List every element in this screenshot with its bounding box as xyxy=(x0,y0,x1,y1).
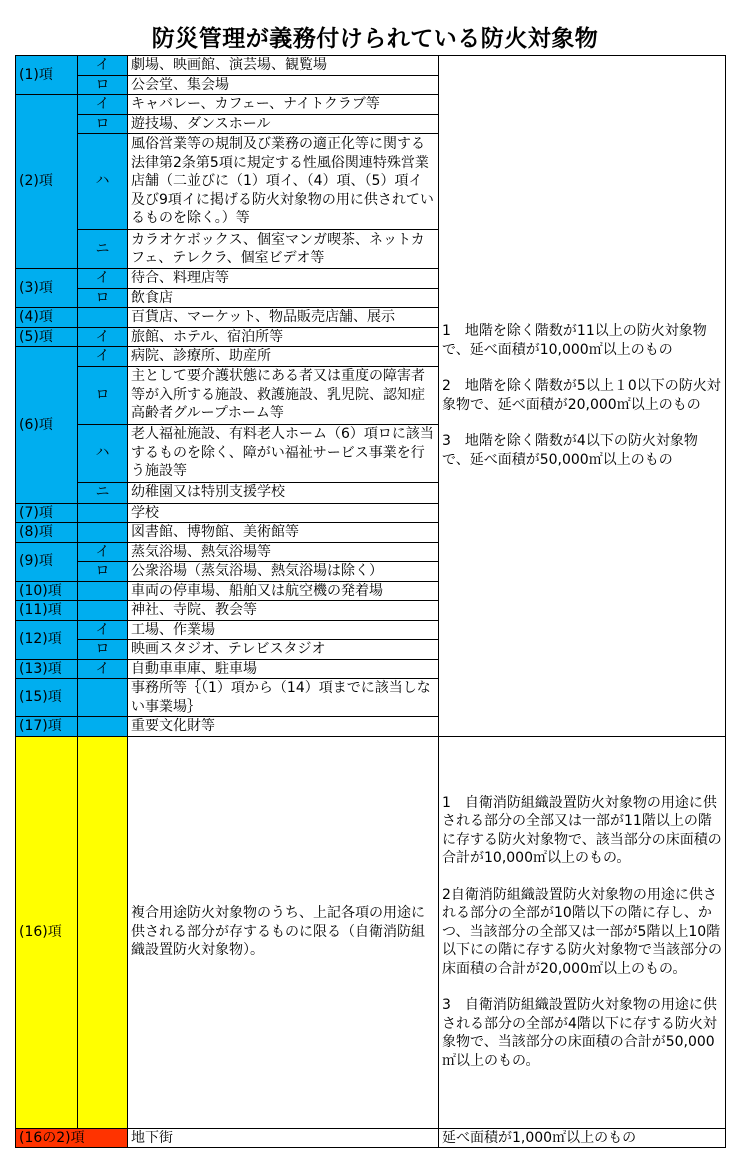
criteria-cell-general xyxy=(439,56,726,737)
criteria-item: 3 自衛消防組織設置防火対象物の用途に供される部分の全部が4階以下に存する防火対象物で、当該部分の床面積の合計が50,000㎡以上のもの。 xyxy=(442,997,717,1069)
description-cell: 待合、料理店等 xyxy=(128,269,439,289)
subcategory-cell xyxy=(78,503,128,523)
subcategory-cell: イ xyxy=(78,269,128,289)
subcategory-cell: イ xyxy=(78,347,128,367)
description-cell: 遊技場、ダンスホール xyxy=(128,114,439,134)
subcategory-cell: ロ xyxy=(78,288,128,308)
subcategory-cell: イ xyxy=(78,620,128,640)
description-cell: 重要文化財等 xyxy=(128,717,439,737)
subcategory-cell: イ xyxy=(78,56,128,76)
description-cell: 公衆浴場（蒸気浴場、熱気浴場は除く） xyxy=(128,562,439,582)
subcategory-cell: ロ xyxy=(78,562,128,582)
description-cell: 図書館、博物館、美術館等 xyxy=(128,523,439,543)
description-cell: 幼稚園又は特別支援学校 xyxy=(128,482,439,503)
subcategory-cell xyxy=(78,679,128,717)
subcategory-cell: イ xyxy=(78,659,128,679)
category-cell: (15)項 xyxy=(16,679,78,717)
category-cell: (11)項 xyxy=(16,601,78,621)
category-cell: (16の2)項 xyxy=(16,1128,128,1148)
description-cell: 車両の停車場、船舶又は航空機の発着場 xyxy=(128,581,439,601)
subcategory-cell xyxy=(78,308,128,328)
description-cell: 風俗営業等の規制及び業務の適正化等に関する法律第2条第5項に規定する性風俗関連特殊営業店舗（二並びに（1）項イ、（4）項、（5）項イ及び9項イに掲げる防火対象物の用に供されているものを除く。）等 xyxy=(128,134,439,230)
category-cell: (13)項 xyxy=(16,659,78,679)
subcategory-cell xyxy=(78,717,128,737)
category-cell: (1)項 xyxy=(16,56,78,95)
criteria-cell-16 xyxy=(439,736,726,1128)
subcategory-cell xyxy=(78,523,128,543)
description-cell: 事務所等｛（1）項から（14）項までに該当しない事業場｝ xyxy=(128,679,439,717)
category-cell: (12)項 xyxy=(16,620,78,659)
description-cell: 自動車車庫、駐車場 xyxy=(128,659,439,679)
description-cell: 病院、診療所、助産所 xyxy=(128,347,439,367)
page-title: 防災管理が義務付けられている防火対象物 xyxy=(151,26,599,52)
criteria-item: 2 地階を除く階数が5以上１0以下の防火対象物で、延べ面積が20,000㎡以上のもの xyxy=(442,378,721,413)
table-row xyxy=(16,1128,726,1148)
criteria-item: 1 自衛消防組織設置防火対象物の用途に供される部分の全部又は一部が11階以上の階に存する防火対象物で、該当部分の床面積の合計が10,000㎡以上のもの。 xyxy=(442,794,722,867)
description-cell: 地下街 xyxy=(128,1128,439,1148)
category-cell: (5)項 xyxy=(16,327,78,347)
table-row xyxy=(16,56,726,76)
subcategory-cell: イ xyxy=(78,542,128,562)
subcategory-cell: イ xyxy=(78,95,128,115)
criteria-item: 2自衛消防組織設置防火対象物の用途に供される部分の全部が10階以下の階に存し、かつ、当該部分の全部又は一部が5階以上10階以下にの階に存する防火対象物で当該部分の床面積の合計が20,000㎡以上のもの。 xyxy=(442,886,722,977)
description-cell: 学校 xyxy=(128,503,439,523)
description-cell: 劇場、映画館、演芸場、観覧場 xyxy=(128,56,439,76)
criteria-item: 3 地階を除く階数が4以下の防火対象物で、延べ面積が50,000㎡以上のもの xyxy=(442,433,698,468)
subcategory-cell: ロ xyxy=(78,75,128,95)
subcategory-cell: ニ xyxy=(78,230,128,269)
category-cell: (6)項 xyxy=(16,347,78,504)
description-cell: 飲食店 xyxy=(128,288,439,308)
description-cell: 旅館、ホテル、宿泊所等 xyxy=(128,327,439,347)
subcategory-cell xyxy=(78,601,128,621)
description-cell: 老人福祉施設、有料老人ホーム（6）項ロに該当するものを除く、障がい福祉サービス事業を行う施設等 xyxy=(128,424,439,482)
category-cell: (10)項 xyxy=(16,581,78,601)
subcategory-cell: ハ xyxy=(78,424,128,482)
subcategory-cell xyxy=(78,581,128,601)
category-cell: (2)項 xyxy=(16,95,78,269)
subcategory-cell: イ xyxy=(78,327,128,347)
description-cell: キャバレー、カフェー、ナイトクラブ等 xyxy=(128,95,439,115)
category-cell: (8)項 xyxy=(16,523,78,543)
description-cell: 百貨店、マーケット、物品販売店舗、展示 xyxy=(128,308,439,328)
category-cell: (9)項 xyxy=(16,542,78,581)
category-cell: (7)項 xyxy=(16,503,78,523)
criteria-cell-16-2: 延べ面積が1,000㎡以上のもの xyxy=(439,1128,726,1148)
description-cell: 公会堂、集会場 xyxy=(128,75,439,95)
description-cell: 主として要介護状態にある者又は重度の障害者等が入所する施設、救護施設、乳児院、認知症高齢者グループホーム等 xyxy=(128,366,439,424)
description-cell: カラオケボックス、個室マンガ喫茶、ネットカフェ、テレクラ、個室ビデオ等 xyxy=(128,230,439,269)
category-cell: (3)項 xyxy=(16,269,78,308)
subcategory-cell: ロ xyxy=(78,640,128,660)
description-cell: 工場、作業場 xyxy=(128,620,439,640)
category-cell: (17)項 xyxy=(16,717,78,737)
fire-prevention-table xyxy=(15,55,726,1148)
criteria-item: 1 地階を除く階数が11以上の防火対象物で、延べ面積が10,000㎡以上のもの xyxy=(442,323,707,358)
table-row xyxy=(16,736,726,1128)
subcategory-cell: ハ xyxy=(78,134,128,230)
category-cell: (16)項 xyxy=(16,736,78,1128)
description-cell: 映画スタジオ、テレビスタジオ xyxy=(128,640,439,660)
subcategory-cell xyxy=(78,736,128,1128)
description-cell: 複合用途防火対象物のうち、上記各項の用途に供される部分が存するものに限る（自衛消防組織設置防火対象物）。 xyxy=(128,736,439,1128)
description-cell: 蒸気浴場、熱気浴場等 xyxy=(128,542,439,562)
subcategory-cell: ニ xyxy=(78,482,128,503)
category-cell: (4)項 xyxy=(16,308,78,328)
subcategory-cell: ロ xyxy=(78,114,128,134)
subcategory-cell: ロ xyxy=(78,366,128,424)
description-cell: 神社、寺院、教会等 xyxy=(128,601,439,621)
